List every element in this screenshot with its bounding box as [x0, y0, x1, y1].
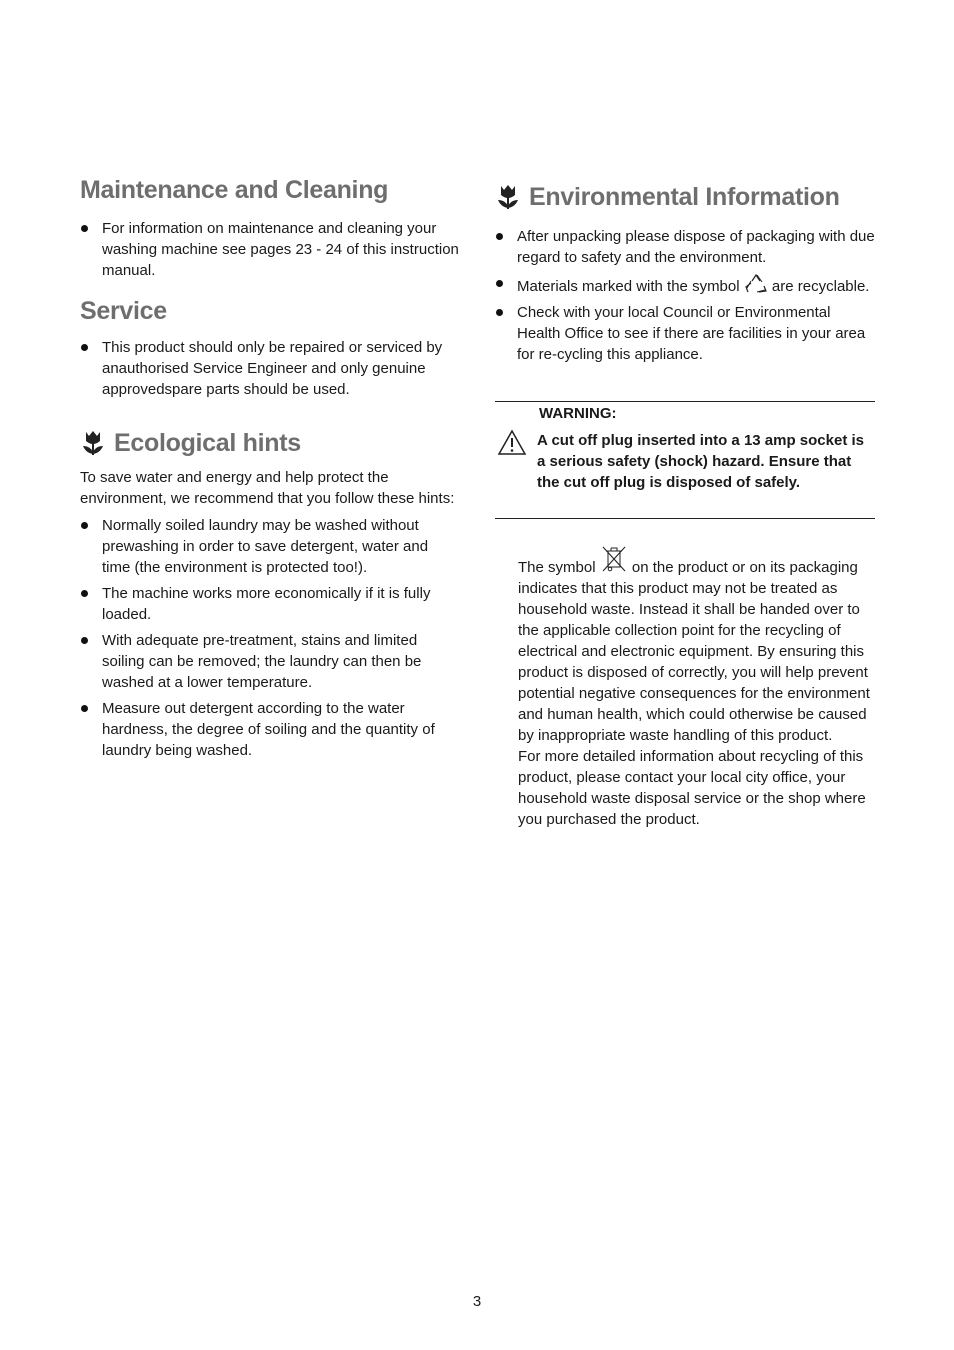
service-list [80, 337, 460, 400]
page-number: 3 [472, 1293, 482, 1310]
warning-triangle-icon [497, 429, 527, 456]
recycle-text-post: are recyclable. [771, 278, 870, 295]
list-item: With adequate pre-treatment, stains and limited soiling can be removed; the laundry can then be washed at a lower temperature. [80, 630, 460, 693]
ecological-heading-text: Ecological hints [114, 428, 301, 457]
ecological-list [80, 515, 460, 761]
ecological-heading [80, 428, 460, 458]
list-item: Normally soiled laundry may be washed without prewashing in order to save detergent, water and time (the environment is protected too!). [80, 515, 460, 578]
list-item: After unpacking please dispose of packaging with due regard to safety and the environment. [495, 226, 875, 268]
maintenance-heading: Maintenance and Cleaning [80, 176, 389, 204]
warning-text: A cut off plug inserted into a 13 amp socket is a serious safety (shock) hazard. Ensure that the cut off plug is disposed of safely. [537, 432, 865, 491]
flower-icon [80, 428, 106, 458]
service-heading: Service [80, 297, 167, 325]
weee-text-pre: The symbol [518, 559, 596, 576]
list-item: Measure out detergent according to the water hardness, the degree of soiling and the quantity of laundry being washed. [80, 698, 460, 761]
list-item: Check with your local Council or Environmental Health Office to see if there are facilities in your area for re-cycling this appliance. [495, 302, 875, 365]
weee-paragraph [518, 544, 878, 746]
list-item: This product should only be repaired or serviced by anauthorised Service Engineer and only genuine approvedspare parts should be used. [80, 337, 460, 400]
environmental-heading-text: Environmental Information [529, 182, 840, 211]
environmental-heading [495, 182, 875, 212]
weee-notice [518, 544, 878, 830]
recycle-icon [744, 273, 768, 295]
list-item: The machine works more economically if it is fully loaded. [80, 583, 460, 625]
environmental-list [495, 226, 875, 365]
warning-title: WARNING: [539, 405, 617, 422]
list-item [495, 273, 875, 297]
weee-paragraph-2: For more detailed information about recycling of this product, please contact your local city office, your household waste disposal service or the shop where you purchased the product. [518, 748, 866, 828]
left-column [80, 176, 460, 766]
flower-icon [495, 182, 521, 212]
maintenance-list [80, 218, 460, 281]
recycle-text-pre: Materials marked with the symbol [517, 278, 740, 295]
warning-box [495, 401, 875, 519]
list-item: For information on maintenance and cleaning your washing machine see pages 23 - 24 of this instruction manual. [80, 218, 460, 281]
ecological-intro: To save water and energy and help protect the environment, we recommend that you follow these hints: [80, 469, 455, 507]
right-column [495, 182, 875, 370]
crossed-bin-icon [600, 544, 628, 574]
weee-text-post: on the product or on its packaging indicates that this product may not be treated as household waste. Instead it shall be handed over to the applicable collection point for the recycling of electrical and electronic equipment. By ensuring this product is disposed of correctly, you will help prevent potential negative consequences for the environment and human health, which could otherwise be caused by inappropriate waste handling of this product. [518, 559, 870, 744]
